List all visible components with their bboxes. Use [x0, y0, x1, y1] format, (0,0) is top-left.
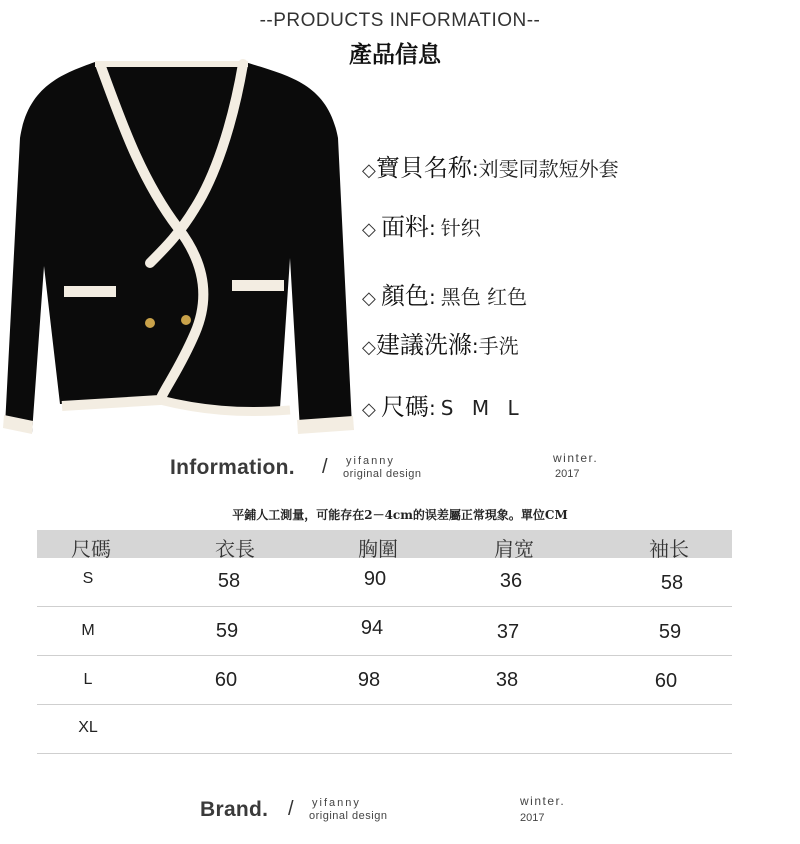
information-banner-title: Information.	[170, 456, 295, 479]
table-row	[37, 607, 732, 656]
products-information-title-cn: 產品信息	[349, 42, 441, 68]
cell-length: 58	[217, 570, 241, 592]
button-right	[181, 315, 191, 325]
products-information-title: --PRODUCTS INFORMATION--	[259, 10, 541, 31]
spec-value: 黑色 红色	[440, 285, 528, 309]
cell-length: 60	[214, 669, 238, 691]
spec-colon: :	[428, 285, 436, 309]
button-left	[145, 318, 155, 328]
spec-row-size	[362, 387, 525, 422]
size-table	[37, 530, 732, 754]
brand-banner-year: 2017	[520, 812, 545, 824]
cardigan-illustration	[0, 58, 360, 442]
cell-chest: 98	[357, 669, 381, 691]
header-sleeve: 袖长	[649, 537, 689, 561]
spec-colon: :	[428, 216, 436, 240]
diamond-icon: ◇	[362, 160, 376, 181]
spec-value: 刘雯同款短外套	[478, 157, 619, 181]
cell-shoulder: 36	[499, 570, 523, 592]
cell-shoulder: 38	[495, 669, 519, 691]
product-image	[0, 58, 360, 442]
spec-row-color	[362, 276, 527, 311]
left-pocket	[64, 286, 116, 297]
brand-banner-subtitle: original design	[309, 810, 388, 822]
cardigan-body	[5, 62, 352, 433]
header-length: 衣長	[215, 537, 255, 561]
spec-label: 建議洗滌	[375, 331, 472, 359]
header-chest: 胸圍	[358, 537, 398, 561]
right-pocket	[232, 280, 284, 291]
cell-size: L	[83, 671, 93, 688]
spec-value: 手洗	[478, 334, 519, 358]
diamond-icon: ◇	[362, 399, 376, 420]
information-banner-subtitle: original design	[343, 468, 422, 480]
measurement-note: 平鋪人工測量，可能存在2－4cm的误差屬正常現象。單位CM	[232, 508, 568, 522]
header-size: 尺碼	[71, 537, 111, 561]
diamond-icon: ◇	[362, 337, 376, 358]
information-banner-season: winter.	[553, 451, 599, 465]
size-table-header	[37, 530, 732, 561]
information-banner-slash: /	[322, 456, 328, 478]
spec-row-washing	[362, 325, 519, 360]
cell-sleeve: 59	[658, 621, 682, 643]
spec-row-fabric	[362, 207, 481, 242]
brand-banner-slash: /	[288, 798, 294, 820]
cell-size: M	[81, 622, 95, 639]
spec-colon: :	[428, 396, 436, 420]
brand-banner-brand: yifanny	[312, 797, 361, 809]
information-banner-year: 2017	[555, 468, 580, 480]
spec-label: 尺碼	[380, 393, 429, 421]
spec-colon: :	[471, 157, 479, 181]
cell-size: XL	[78, 719, 98, 736]
spec-value: S M L	[440, 396, 525, 420]
table-row	[37, 656, 732, 705]
cell-size: S	[82, 570, 94, 587]
spec-colon: :	[471, 334, 479, 358]
spec-label: 寶貝名称	[375, 154, 472, 182]
spec-row-name	[362, 148, 619, 183]
spec-value: 针织	[440, 216, 481, 240]
cell-chest: 90	[363, 568, 387, 590]
cell-chest: 94	[360, 617, 384, 639]
table-row	[37, 558, 732, 607]
cell-shoulder: 37	[496, 621, 520, 643]
header-shoulder: 肩宽	[494, 537, 534, 561]
brand-banner-season: winter.	[520, 794, 566, 808]
brand-banner-title: Brand.	[200, 798, 269, 821]
cell-sleeve: 58	[660, 572, 684, 594]
diamond-icon: ◇	[362, 288, 376, 309]
table-row	[37, 705, 732, 754]
cell-sleeve: 60	[654, 670, 678, 692]
diamond-icon: ◇	[362, 219, 376, 240]
spec-label: 面料	[380, 213, 429, 241]
information-banner-brand: yifanny	[346, 455, 395, 467]
spec-label: 顏色	[380, 282, 429, 310]
cell-length: 59	[215, 620, 239, 642]
